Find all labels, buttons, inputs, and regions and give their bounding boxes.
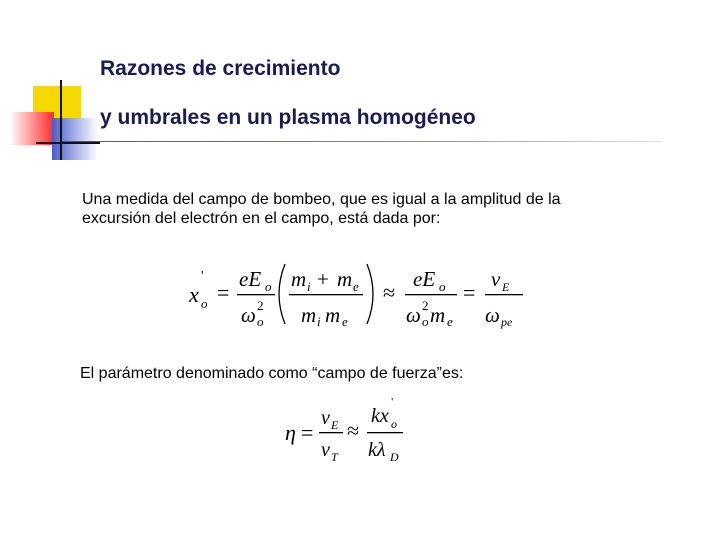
eq1-frac3-den-b: m [430, 303, 446, 327]
eq1-frac2-num-op: + [317, 267, 329, 291]
eq1-right-paren [367, 264, 373, 324]
eq1-frac4-num: v [491, 267, 501, 291]
eq1-frac2-den-a: m [301, 303, 317, 327]
eq1-lhs: x [189, 282, 199, 307]
title-underline [62, 141, 662, 142]
eq1-frac3-num: eE [413, 267, 436, 291]
eq1-frac2-bar [289, 294, 363, 295]
decor-red-square [10, 112, 54, 145]
decor-vertical-line [60, 80, 62, 160]
eq2-frac1-num-sub: E [331, 418, 339, 432]
eq2-frac2-num-sub: o [391, 417, 397, 431]
eq1-frac2-num-a: m [291, 267, 307, 291]
eq1-equals-2: = [463, 280, 476, 305]
eq2-frac2-den: kλ [368, 439, 386, 461]
eq2-frac2-num-prime: ' [391, 398, 394, 409]
eq1-frac1-den-sub: o [257, 314, 264, 329]
eq1-frac3-den-a: ω [406, 303, 421, 327]
eq1-frac2-num-b-sub: e [353, 279, 359, 294]
eq1-lhs-prime: ' [201, 269, 204, 284]
slide-title-line-1: Razones de crecimiento [100, 57, 341, 80]
eq1-frac2-num-a-sub: i [307, 279, 311, 294]
eq1-frac2-den-b: m [325, 303, 341, 327]
eq1-frac3-den-sub: o [422, 314, 429, 329]
eq1-frac1-den: ω [241, 303, 256, 327]
decor-horizontal-line [36, 142, 100, 144]
eq1-frac2-den-b-sub: e [342, 314, 348, 329]
eq2-equals: = [301, 420, 314, 445]
paragraph-pump-field [82, 190, 642, 228]
eq1-frac3-den-b-sub: e [447, 314, 453, 329]
eq2-frac2-den-sub: D [390, 450, 399, 464]
equation-excursion [185, 258, 525, 330]
eq1-frac1-num-sub: o [265, 279, 272, 294]
eq2-frac1-bar [319, 432, 343, 433]
eq1-frac1-den-sup: 2 [257, 298, 264, 313]
eq1-frac2-num-b: m [337, 267, 353, 291]
eq1-approx: ≈ [383, 280, 396, 305]
eq1-frac3-den-sup: 2 [422, 298, 429, 313]
eq2-frac1-den: v [321, 439, 330, 461]
eq1-equals-1: = [217, 280, 230, 305]
eq2-lhs: η [285, 420, 296, 445]
equation-force-field [283, 398, 413, 466]
eq2-frac2-num: kx [371, 405, 389, 427]
eq2-frac1-num: v [321, 407, 330, 429]
decor-blue-square [52, 118, 98, 160]
eq2-frac1-den-sub: T [331, 450, 338, 464]
eq1-frac4-bar [485, 294, 523, 295]
eq2-approx: ≈ [347, 418, 360, 443]
eq1-lhs-sub: o [201, 296, 208, 311]
paragraph-force-field: El parámetro denominado como “campo de fuerza”es: [80, 365, 464, 382]
eq1-frac1-bar [237, 294, 275, 295]
eq1-frac4-num-sub: E [502, 280, 510, 294]
eq1-frac4-den: ω [485, 303, 500, 327]
eq1-frac1-num: eE [239, 267, 262, 291]
slide-title-line-2: y umbrales en un plasma homogéneo [100, 106, 476, 129]
eq2-frac2-bar [367, 432, 403, 433]
paragraph-line-1: Una medida del campo de bombeo, que es igual a la amplitud de la [82, 191, 561, 208]
eq1-frac2-den-a-sub: i [317, 314, 321, 329]
eq1-frac3-bar [405, 294, 457, 295]
paragraph-line-2: excursión del electrón en el campo, está dada por: [82, 210, 441, 227]
eq1-frac4-den-sub: pe [501, 315, 513, 329]
eq1-left-paren [279, 264, 285, 324]
eq1-frac3-num-sub: o [439, 279, 446, 294]
